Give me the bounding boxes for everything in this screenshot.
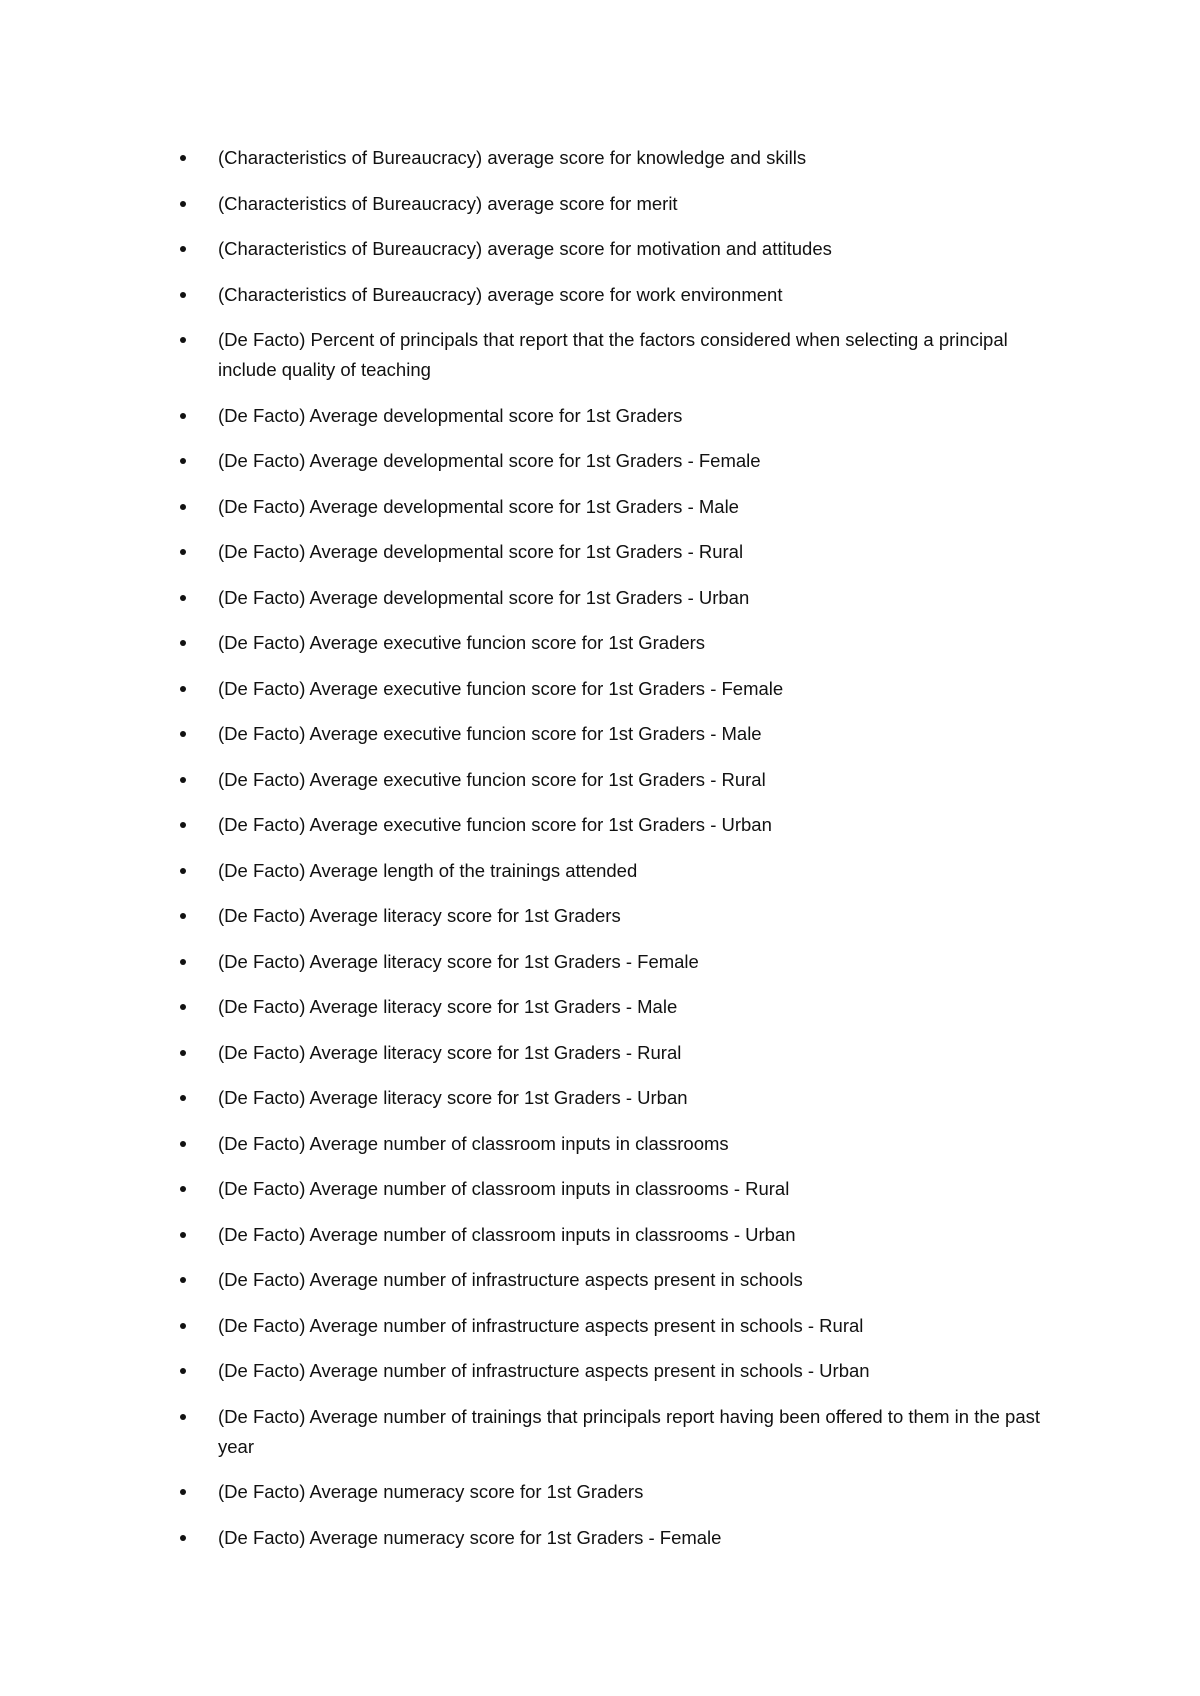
bullet-icon xyxy=(180,686,186,692)
list-item xyxy=(180,1311,1060,1341)
bullet-icon xyxy=(180,413,186,419)
list-item xyxy=(180,189,1060,219)
list-item-text: (De Facto) Average literacy score for 1st Graders - Female xyxy=(218,950,699,972)
bullet-icon xyxy=(180,201,186,207)
bullet-icon xyxy=(180,1489,186,1495)
list-item xyxy=(180,856,1060,886)
list-item-text: (De Facto) Average literacy score for 1st Graders - Male xyxy=(218,996,678,1017)
list-item xyxy=(180,1083,1060,1113)
bullet-icon xyxy=(180,1050,186,1056)
list-item-text: (De Facto) Average executive funcion score for 1st Graders xyxy=(218,632,706,653)
list-item xyxy=(180,765,1060,795)
bullet-icon xyxy=(180,1232,186,1238)
list-item-text: (De Facto) Average executive funcion score for 1st Graders - Rural xyxy=(218,768,766,790)
bullet-icon xyxy=(180,549,186,555)
bullet-icon xyxy=(180,337,186,343)
bullet-icon xyxy=(180,640,186,646)
list-item-text: (De Facto) Average number of trainings that principals report having been offered to them in the past year xyxy=(218,1405,1041,1457)
list-item-text: (Characteristics of Bureaucracy) average score for merit xyxy=(218,192,678,214)
list-item xyxy=(180,583,1060,613)
list-item-text: (De Facto) Average numeracy score for 1st Graders - Female xyxy=(218,1526,722,1548)
list-item-text: (De Facto) Average developmental score for 1st Graders xyxy=(218,404,683,426)
bullet-list xyxy=(180,143,1060,1568)
bullet-icon xyxy=(180,1095,186,1101)
list-item-text: (De Facto) Percent of principals that report that the factors considered when selecting a principal include quality of teaching xyxy=(218,329,1008,380)
list-item-text: (De Facto) Average number of infrastructure aspects present in schools - Rural xyxy=(218,1314,864,1336)
list-item xyxy=(180,234,1060,264)
list-item-text: (De Facto) Average literacy score for 1st Graders - Urban xyxy=(218,1087,688,1108)
list-item-text: (De Facto) Average length of the trainings attended xyxy=(218,859,638,881)
list-item xyxy=(180,628,1060,658)
list-item xyxy=(180,901,1060,931)
list-item-text: (De Facto) Average numeracy score for 1st Graders xyxy=(218,1481,644,1502)
bullet-icon xyxy=(180,868,186,874)
list-item xyxy=(180,674,1060,704)
list-item xyxy=(180,537,1060,567)
list-item-text: (De Facto) Average developmental score for 1st Graders - Male xyxy=(218,495,739,517)
bullet-icon xyxy=(180,246,186,252)
bullet-icon xyxy=(180,1141,186,1147)
list-item-text: (De Facto) Average executive funcion score for 1st Graders - Urban xyxy=(218,814,772,835)
list-item xyxy=(180,1038,1060,1068)
bullet-icon xyxy=(180,731,186,737)
list-item-text: (De Facto) Average developmental score for 1st Graders - Rural xyxy=(218,541,744,562)
bullet-icon xyxy=(180,822,186,828)
list-item-text: (De Facto) Average developmental score for 1st Graders - Urban xyxy=(218,586,750,608)
bullet-icon xyxy=(180,777,186,783)
list-item-text: (De Facto) Average number of classroom inputs in classrooms - Rural xyxy=(218,1178,790,1199)
list-item xyxy=(180,719,1060,749)
list-item xyxy=(180,1356,1060,1386)
bullet-icon xyxy=(180,1535,186,1541)
list-item xyxy=(180,947,1060,977)
list-item xyxy=(180,1402,1060,1462)
bullet-icon xyxy=(180,959,186,965)
list-item-text: (De Facto) Average developmental score for 1st Graders - Female xyxy=(218,450,761,471)
list-item xyxy=(180,810,1060,840)
list-item xyxy=(180,1477,1060,1507)
list-item-text: (Characteristics of Bureaucracy) average score for work environment xyxy=(218,283,783,305)
bullet-icon xyxy=(180,913,186,919)
bullet-icon xyxy=(180,1277,186,1283)
bullet-icon xyxy=(180,595,186,601)
list-item-text: (De Facto) Average executive funcion score for 1st Graders - Female xyxy=(218,677,784,699)
list-item xyxy=(180,325,1060,385)
list-item-text: (Characteristics of Bureaucracy) average score for motivation and attitudes xyxy=(218,238,832,259)
list-item-text: (De Facto) Average executive funcion score for 1st Graders - Male xyxy=(218,723,762,744)
list-item xyxy=(180,992,1060,1022)
bullet-icon xyxy=(180,1004,186,1010)
list-item-text: (De Facto) Average number of classroom inputs in classrooms xyxy=(218,1132,729,1154)
bullet-icon xyxy=(180,1323,186,1329)
list-item xyxy=(180,1129,1060,1159)
list-item-text: (De Facto) Average number of infrastructure aspects present in schools xyxy=(218,1269,803,1290)
list-item xyxy=(180,492,1060,522)
list-item xyxy=(180,446,1060,476)
bullet-icon xyxy=(180,458,186,464)
bullet-icon xyxy=(180,1186,186,1192)
list-item xyxy=(180,1523,1060,1553)
bullet-icon xyxy=(180,1414,186,1420)
list-item xyxy=(180,280,1060,310)
list-item-text: (Characteristics of Bureaucracy) average score for knowledge and skills xyxy=(218,147,807,168)
list-item-text: (De Facto) Average literacy score for 1st Graders xyxy=(218,905,621,926)
list-item xyxy=(180,1220,1060,1250)
bullet-icon xyxy=(180,155,186,161)
list-item-text: (De Facto) Average number of classroom inputs in classrooms - Urban xyxy=(218,1223,796,1245)
bullet-icon xyxy=(180,1368,186,1374)
bullet-icon xyxy=(180,292,186,298)
list-item xyxy=(180,1174,1060,1204)
bullet-icon xyxy=(180,504,186,510)
list-item-text: (De Facto) Average number of infrastructure aspects present in schools - Urban xyxy=(218,1360,870,1381)
list-item-text: (De Facto) Average literacy score for 1st Graders - Rural xyxy=(218,1041,682,1063)
list-item xyxy=(180,143,1060,173)
list-item xyxy=(180,401,1060,431)
list-item xyxy=(180,1265,1060,1295)
